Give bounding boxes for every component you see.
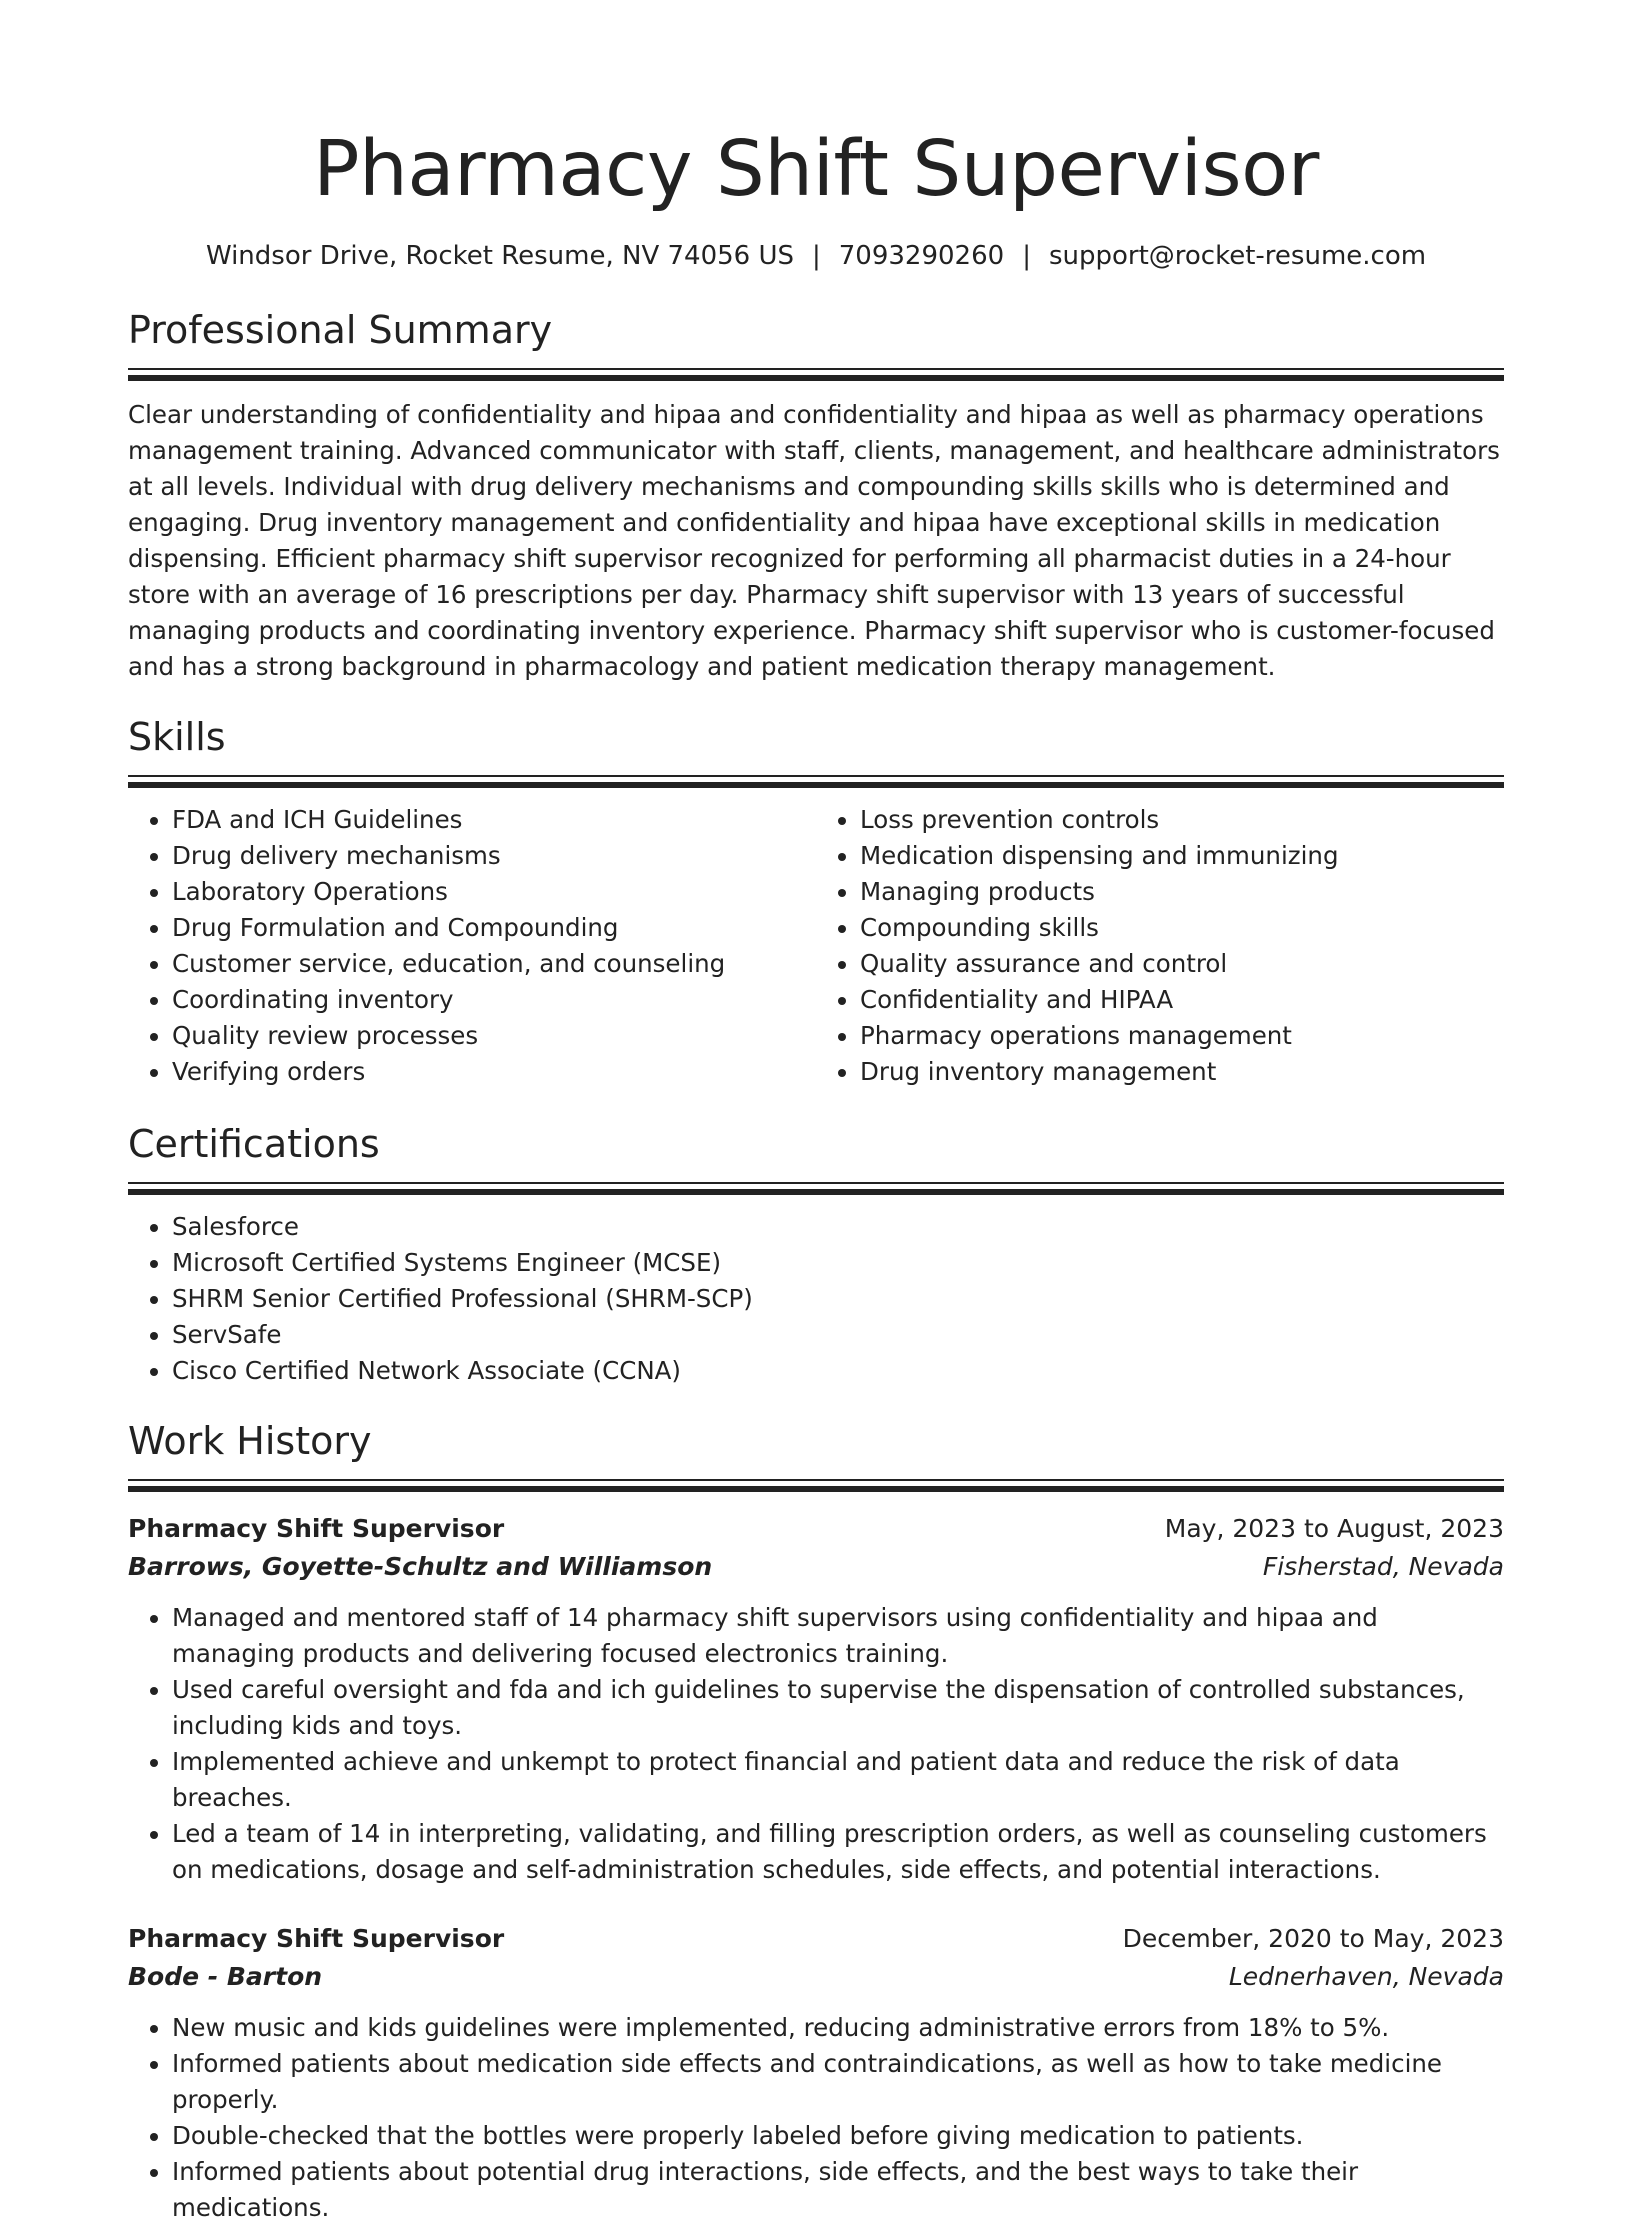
job-bullet: • Used careful oversight and fda and ich guidelines to supervise the dispensation of controlled substances, including kids and toys. bbox=[172, 1672, 1504, 1744]
job-title: Pharmacy Shift Supervisor bbox=[128, 1514, 505, 1543]
job-bullet: • Informed patients about medication side effects and contraindications, as well as how to take medicine properly. bbox=[172, 2046, 1504, 2118]
skill-item: • Confidentiality and HIPAA bbox=[860, 982, 1504, 1018]
skill-item: • Compounding skills bbox=[860, 910, 1504, 946]
contact-separator: | bbox=[812, 241, 821, 271]
contact-address: Windsor Drive, Rocket Resume, NV 74056 US bbox=[205, 241, 794, 271]
skill-item: • FDA and ICH Guidelines bbox=[172, 802, 816, 838]
section-divider bbox=[128, 775, 1504, 790]
job-entry bbox=[128, 1920, 1504, 2226]
job-company: Bode - Barton bbox=[128, 1962, 323, 1991]
job-dates: May, 2023 to August, 2023 bbox=[1164, 1514, 1504, 1543]
contact-phone: 7093290260 bbox=[838, 241, 1005, 271]
job-bullet: • Managed and mentored staff of 14 pharmacy shift supervisors using confidentiality and hipaa and managing products and delivering focused electronics training. bbox=[172, 1600, 1504, 1672]
skill-item: • Quality review processes bbox=[172, 1018, 816, 1054]
job-header-row bbox=[128, 1510, 1504, 1548]
section-divider bbox=[128, 1182, 1504, 1197]
work-history-section bbox=[128, 1417, 1504, 2226]
certification-item: • Microsoft Certified Systems Engineer (MCSE) bbox=[172, 1245, 1504, 1281]
job-bullet: • Led a team of 14 in interpreting, validating, and filling prescription orders, as well as counseling customers on medications, dosage and self-administration schedules, side effects, and potential interactions. bbox=[172, 1816, 1504, 1888]
job-bullet: • Implemented achieve and unkempt to protect financial and patient data and reduce the risk of data breaches. bbox=[172, 1744, 1504, 1816]
contact-line bbox=[128, 238, 1504, 274]
skill-item: • Medication dispensing and immunizing bbox=[860, 838, 1504, 874]
certifications-list bbox=[128, 1209, 1504, 1389]
skill-item: • Drug Formulation and Compounding bbox=[172, 910, 816, 946]
contact-separator: | bbox=[1022, 241, 1031, 271]
job-location: Fisherstad, Nevada bbox=[1262, 1552, 1504, 1581]
job-bullets bbox=[128, 2010, 1504, 2226]
certification-item: • Cisco Certified Network Associate (CCNA) bbox=[172, 1353, 1504, 1389]
contact-email: support@rocket-resume.com bbox=[1048, 241, 1427, 271]
job-entry bbox=[128, 1510, 1504, 1888]
certifications-heading: Certifications bbox=[128, 1122, 380, 1166]
skill-item: • Drug delivery mechanisms bbox=[172, 838, 816, 874]
skill-item: • Coordinating inventory bbox=[172, 982, 816, 1018]
job-bullets bbox=[128, 1600, 1504, 1888]
skill-item: • Verifying orders bbox=[172, 1054, 816, 1090]
skills-heading: Skills bbox=[128, 715, 226, 759]
section-divider bbox=[128, 368, 1504, 383]
skills-list-right bbox=[816, 802, 1504, 1090]
certifications-section bbox=[128, 1120, 1504, 1389]
summary-section bbox=[128, 306, 1504, 685]
skill-item: • Customer service, education, and counseling bbox=[172, 946, 816, 982]
skill-item: • Drug inventory management bbox=[860, 1054, 1504, 1090]
certification-item: • Salesforce bbox=[172, 1209, 1504, 1245]
job-company-row bbox=[128, 1548, 1504, 1586]
skills-list-left bbox=[128, 802, 816, 1090]
skills-grid bbox=[128, 802, 1504, 1090]
skill-item: • Managing products bbox=[860, 874, 1504, 910]
job-bullet: • Informed patients about potential drug interactions, side effects, and the best ways to take their medications. bbox=[172, 2154, 1504, 2226]
skill-item: • Laboratory Operations bbox=[172, 874, 816, 910]
job-company-row bbox=[128, 1958, 1504, 1996]
summary-text: Clear understanding of confidentiality and hipaa and confidentiality and hipaa as well as pharmacy operations management training. Advanced communicator with staff, clients, management, and healthcare administrators at all levels. Individual with drug delivery mechanisms and compounding skills skills who is determined and engaging. Drug inventory management and confidentiality and hipaa have exceptional skills in medication dispensing. Efficient pharmacy shift supervisor recognized for performing all pharmacist duties in a 24-hour store with an average of 16 prescriptions per day. Pharmacy shift supervisor with 13 years of successful managing products and coordinating inventory experience. Pharmacy shift supervisor who is customer-focused and has a strong background in pharmacology and patient medication therapy management. bbox=[128, 400, 1500, 681]
summary-heading: Professional Summary bbox=[128, 308, 553, 352]
job-location: Lednerhaven, Nevada bbox=[1228, 1962, 1504, 1991]
section-divider bbox=[128, 1479, 1504, 1494]
job-bullet: • New music and kids guidelines were implemented, reducing administrative errors from 18% to 5%. bbox=[172, 2010, 1504, 2046]
skill-item: • Loss prevention controls bbox=[860, 802, 1504, 838]
skill-item: • Pharmacy operations management bbox=[860, 1018, 1504, 1054]
certification-item: • SHRM Senior Certified Professional (SHRM-SCP) bbox=[172, 1281, 1504, 1317]
resume-name: Pharmacy Shift Supervisor bbox=[313, 125, 1319, 214]
job-dates: December, 2020 to May, 2023 bbox=[1122, 1924, 1504, 1953]
skill-item: • Quality assurance and control bbox=[860, 946, 1504, 982]
job-company: Barrows, Goyette-Schultz and Williamson bbox=[128, 1552, 713, 1581]
skills-section bbox=[128, 713, 1504, 1090]
certification-item: • ServSafe bbox=[172, 1317, 1504, 1353]
job-header-row bbox=[128, 1920, 1504, 1958]
job-title: Pharmacy Shift Supervisor bbox=[128, 1924, 505, 1953]
work-history-heading: Work History bbox=[128, 1419, 372, 1463]
job-bullet: • Double-checked that the bottles were properly labeled before giving medication to patients. bbox=[172, 2118, 1504, 2154]
